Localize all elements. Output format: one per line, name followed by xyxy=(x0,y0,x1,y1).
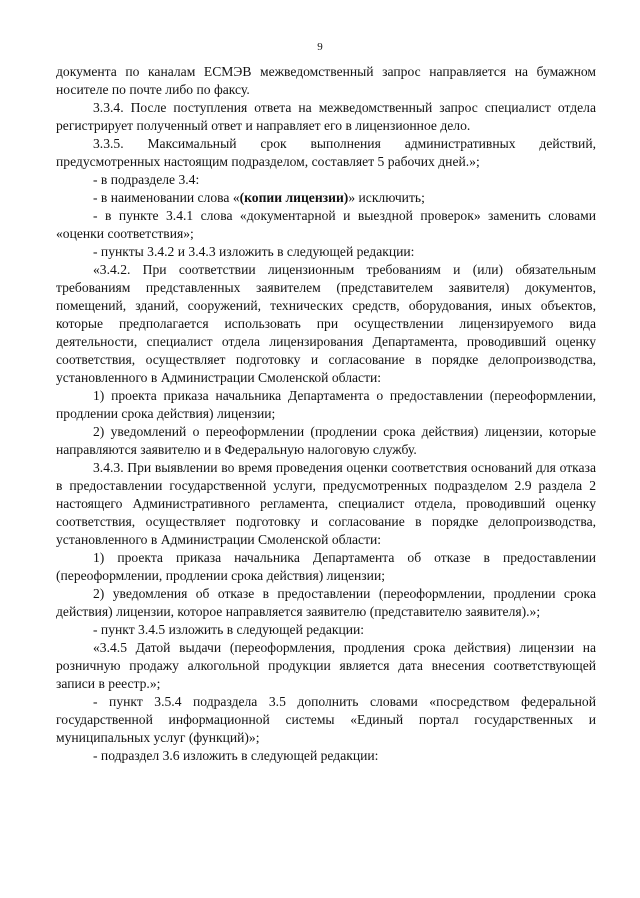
paragraph: «3.4.2. При соответствии лицензионным требованиям и (или) обязательным требованиям представленных заявителем (представителем заявителя) документов, помещений, зданий, сооружений, технических средств, оборудования, иных объектов, которые предполагается использовать при осуществлении лицензируемого вида деятельности, специалист отдела лицензирования Департамента, проводивший оценку соответствия, осуществляет подготовку и согласование в порядке делопроизводства, установленного в Администрации Смоленской области: xyxy=(56,262,596,385)
paragraph: - пункты 3.4.2 и 3.4.3 изложить в следующей редакции: xyxy=(93,244,415,259)
paragraph: 3.3.5. Максимальный срок выполнения административных действий, предусмотренных настоящим подразделом, составляет 5 рабочих дней.»; xyxy=(56,136,596,169)
paragraph: 3.3.4. После поступления ответа на межведомственный запрос специалист отдела регистрирует полученный ответ и направляет его в лицензионное дело. xyxy=(56,100,596,133)
paragraph xyxy=(56,189,596,207)
text-run: - в наименовании слова « xyxy=(93,190,240,205)
paragraph: 1) проекта приказа начальника Департамента об отказе в предоставлении (переоформлении, продлении срока действия) лицензии; xyxy=(56,550,596,583)
paragraph: 2) уведомлений о переоформлении (продлении срока действия) лицензии, которые направляются заявителю и в Федеральную налоговую службу. xyxy=(56,424,596,457)
paragraph: - пункт 3.4.5 изложить в следующей редакции: xyxy=(93,622,365,637)
page-number: 9 xyxy=(317,41,323,53)
paragraph: «3.4.5 Датой выдачи (переоформления, продления срока действия) лицензии на розничную продажу алкогольной продукции является дата внесения соответствующей записи в реестр.»; xyxy=(56,640,596,691)
paragraph: - в пункте 3.4.1 слова «документарной и выездной проверок» заменить словами «оценки соответствия»; xyxy=(56,208,596,241)
bold-phrase: (копии лицензии) xyxy=(239,190,349,205)
paragraph: 2) уведомления об отказе в предоставлении (переоформлении, продлении срока действия) лицензии, которое направляется заявителю (представителю заявителя).»; xyxy=(56,586,596,619)
paragraph: - пункт 3.5.4 подраздела 3.5 дополнить словами «посредством федеральной государственной информационной системы «Единый портал государственных и муниципальных услуг (функций)»; xyxy=(56,694,596,745)
paragraph: - подраздел 3.6 изложить в следующей редакции: xyxy=(93,748,379,763)
document-body xyxy=(56,63,596,765)
paragraph: документа по каналам ЕСМЭВ межведомственный запрос направляется на бумажном носителе по почте либо по факсу. xyxy=(56,64,596,97)
paragraph: - в подразделе 3.4: xyxy=(93,172,200,187)
text-run: » исключить; xyxy=(348,190,425,205)
paragraph: 3.4.3. При выявлении во время проведения оценки соответствия оснований для отказа в предоставлении государственной услуги, предусмотренных подразделом 2.9 раздела 2 настоящего Административного регламента, специалист отдела, проводивший оценку соответствия, осуществляет подготовку и согласование в порядке делопроизводства, установленного в Администрации Смоленской области: xyxy=(56,460,596,547)
paragraph: 1) проекта приказа начальника Департамента о предоставлении (переоформлении, продлении срока действия) лицензии; xyxy=(56,388,596,421)
